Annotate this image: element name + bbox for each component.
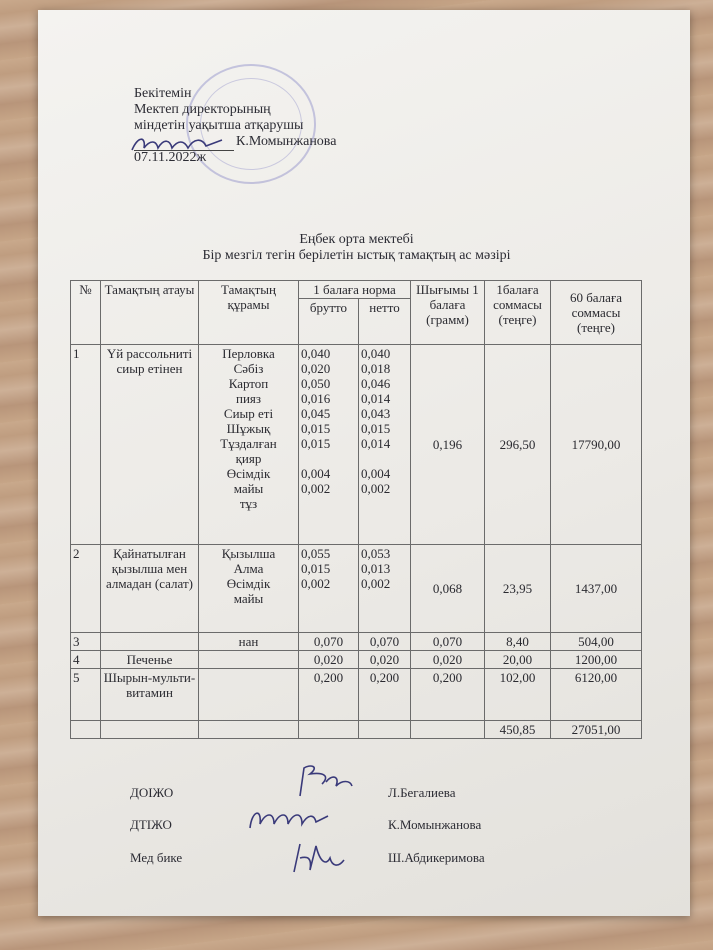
row-ingredients (199, 345, 299, 545)
netto-value: 0,013 (361, 561, 391, 576)
row-num: 1 (71, 345, 101, 545)
brutto-value: 0,050 (301, 376, 331, 391)
col-header-yield: Шығымы 1 балаға (грамм) (411, 281, 485, 345)
ingredient: қияр (235, 451, 262, 466)
row-netto (359, 345, 411, 545)
row-cost-one: 20,00 (485, 651, 551, 669)
row-cost-sixty: 1200,00 (551, 651, 642, 669)
row-cost-one: 296,50 (485, 345, 551, 545)
total-cost-sixty: 27051,00 (551, 721, 642, 739)
row-ingredients: нан (199, 633, 299, 651)
col-header-num: № (71, 281, 101, 345)
row-dish: Шырын-мульти-витамин (101, 669, 199, 721)
row-brutto (299, 345, 359, 545)
row-yield: 0,068 (411, 545, 485, 633)
row-brutto: 0,020 (299, 651, 359, 669)
row-dish: Қайнатылған қызылша мен алмадан (салат) (101, 545, 199, 633)
table-row (71, 651, 642, 669)
signature-name-1: Л.Бегалиева (388, 785, 456, 800)
netto-value: 0,002 (361, 576, 391, 591)
brutto-value: 0,002 (301, 576, 331, 591)
ingredient: Өсімдік (226, 466, 271, 481)
col-header-cost-one: 1балаға соммасы (теңге) (485, 281, 551, 345)
row-ingredients (199, 669, 299, 721)
row-netto (359, 545, 411, 633)
brutto-value: 0,045 (301, 406, 331, 421)
signature-role-3: Мед бике (130, 850, 183, 865)
row-num: 2 (71, 545, 101, 633)
signature-name-2: К.Момынжанова (388, 817, 482, 832)
row-cost-one: 23,95 (485, 545, 551, 633)
table-row (71, 669, 642, 721)
row-yield: 0,070 (411, 633, 485, 651)
row-brutto: 0,200 (299, 669, 359, 721)
row-cost-sixty: 1437,00 (551, 545, 642, 633)
netto-value: 0,014 (361, 436, 391, 451)
netto-value: 0,002 (361, 481, 391, 496)
brutto-value: 0,015 (301, 421, 331, 436)
ingredient: тұз (239, 496, 258, 511)
ingredient: Сиыр еті (223, 406, 274, 421)
approval-signature-scribble (128, 134, 228, 156)
school-name: Еңбек орта мектебі (299, 232, 414, 247)
approval-line-1: Бекітемін (134, 86, 192, 101)
row-brutto: 0,070 (299, 633, 359, 651)
netto-value: 0,018 (361, 361, 391, 376)
row-yield: 0,020 (411, 651, 485, 669)
row-netto: 0,070 (359, 633, 411, 651)
col-header-norm: 1 балаға норма (299, 281, 411, 299)
signature-role-1: ДОІЖО (130, 785, 174, 800)
menu-title: Бір мезгіл тегін берілетін ыстық тамақтың ас мәзірі (202, 248, 511, 263)
total-cost-one: 450,85 (485, 721, 551, 739)
brutto-value: 0,040 (301, 346, 331, 361)
ingredient: Қызылша (221, 546, 276, 561)
brutto-value: 0,055 (301, 546, 331, 561)
netto-value: 0,053 (361, 546, 391, 561)
ingredient: Сәбіз (233, 361, 264, 376)
row-cost-sixty: 17790,00 (551, 345, 642, 545)
row-yield: 0,196 (411, 345, 485, 545)
row-num: 4 (71, 651, 101, 669)
row-cost-sixty: 504,00 (551, 633, 642, 651)
row-netto: 0,200 (359, 669, 411, 721)
row-dish (101, 633, 199, 651)
ingredient: пияз (235, 391, 262, 406)
row-dish: Үй рассольниті сиыр етінен (101, 345, 199, 545)
netto-value: 0,004 (361, 466, 391, 481)
handwritten-signature-2 (244, 802, 334, 838)
approval-line-3: міндетін уақытша атқарушы (134, 118, 304, 133)
table-row (71, 545, 642, 633)
brutto-value: 0,015 (301, 561, 331, 576)
ingredient: майы (233, 591, 264, 606)
row-dish: Печенье (101, 651, 199, 669)
table-total-row (71, 721, 642, 739)
netto-value: 0,014 (361, 391, 391, 406)
menu-table (70, 280, 642, 739)
brutto-value: 0,016 (301, 391, 331, 406)
signature-role-2: ДТІЖО (130, 817, 172, 832)
netto-value: 0,046 (361, 376, 391, 391)
col-header-dish: Тамақтың атауы (101, 281, 199, 345)
row-ingredients (199, 651, 299, 669)
col-header-composition: Тамақтың құрамы (199, 281, 299, 345)
row-cost-one: 8,40 (485, 633, 551, 651)
ingredient: Шұжық (226, 421, 271, 436)
brutto-value: 0,020 (301, 361, 331, 376)
handwritten-signature-3 (286, 838, 356, 876)
brutto-value: 0,015 (301, 436, 331, 451)
ingredient: Тұздалған (220, 436, 277, 451)
brutto-value: 0,002 (301, 481, 331, 496)
ingredient: Өсімдік (226, 576, 271, 591)
col-header-netto: нетто (359, 299, 411, 345)
table-header-row (71, 281, 642, 299)
ingredient: майы (233, 481, 264, 496)
row-yield: 0,200 (411, 669, 485, 721)
brutto-value: 0,004 (301, 466, 331, 481)
row-num: 3 (71, 633, 101, 651)
row-cost-sixty: 6120,00 (551, 669, 642, 721)
handwritten-signature-1 (280, 762, 360, 802)
ingredient: Алма (233, 561, 264, 576)
signature-name-3: Ш.Абдикеримова (388, 850, 485, 865)
netto-value: 0,043 (361, 406, 391, 421)
approval-line-2: Мектеп директорының (134, 102, 271, 117)
table-row (71, 633, 642, 651)
row-ingredients (199, 545, 299, 633)
row-num: 5 (71, 669, 101, 721)
approval-date: 07.11.2022ж (134, 150, 207, 165)
approval-signer: К.Момынжанова (236, 134, 337, 149)
netto-value: 0,015 (361, 421, 391, 436)
row-brutto (299, 545, 359, 633)
row-cost-one: 102,00 (485, 669, 551, 721)
ingredient: Перловка (222, 346, 275, 361)
table-row (71, 345, 642, 545)
netto-value: 0,040 (361, 346, 391, 361)
col-header-brutto: брутто (299, 299, 359, 345)
row-netto: 0,020 (359, 651, 411, 669)
ingredient: Картоп (228, 376, 269, 391)
col-header-cost-sixty: 60 балаға соммасы (теңге) (551, 281, 642, 345)
